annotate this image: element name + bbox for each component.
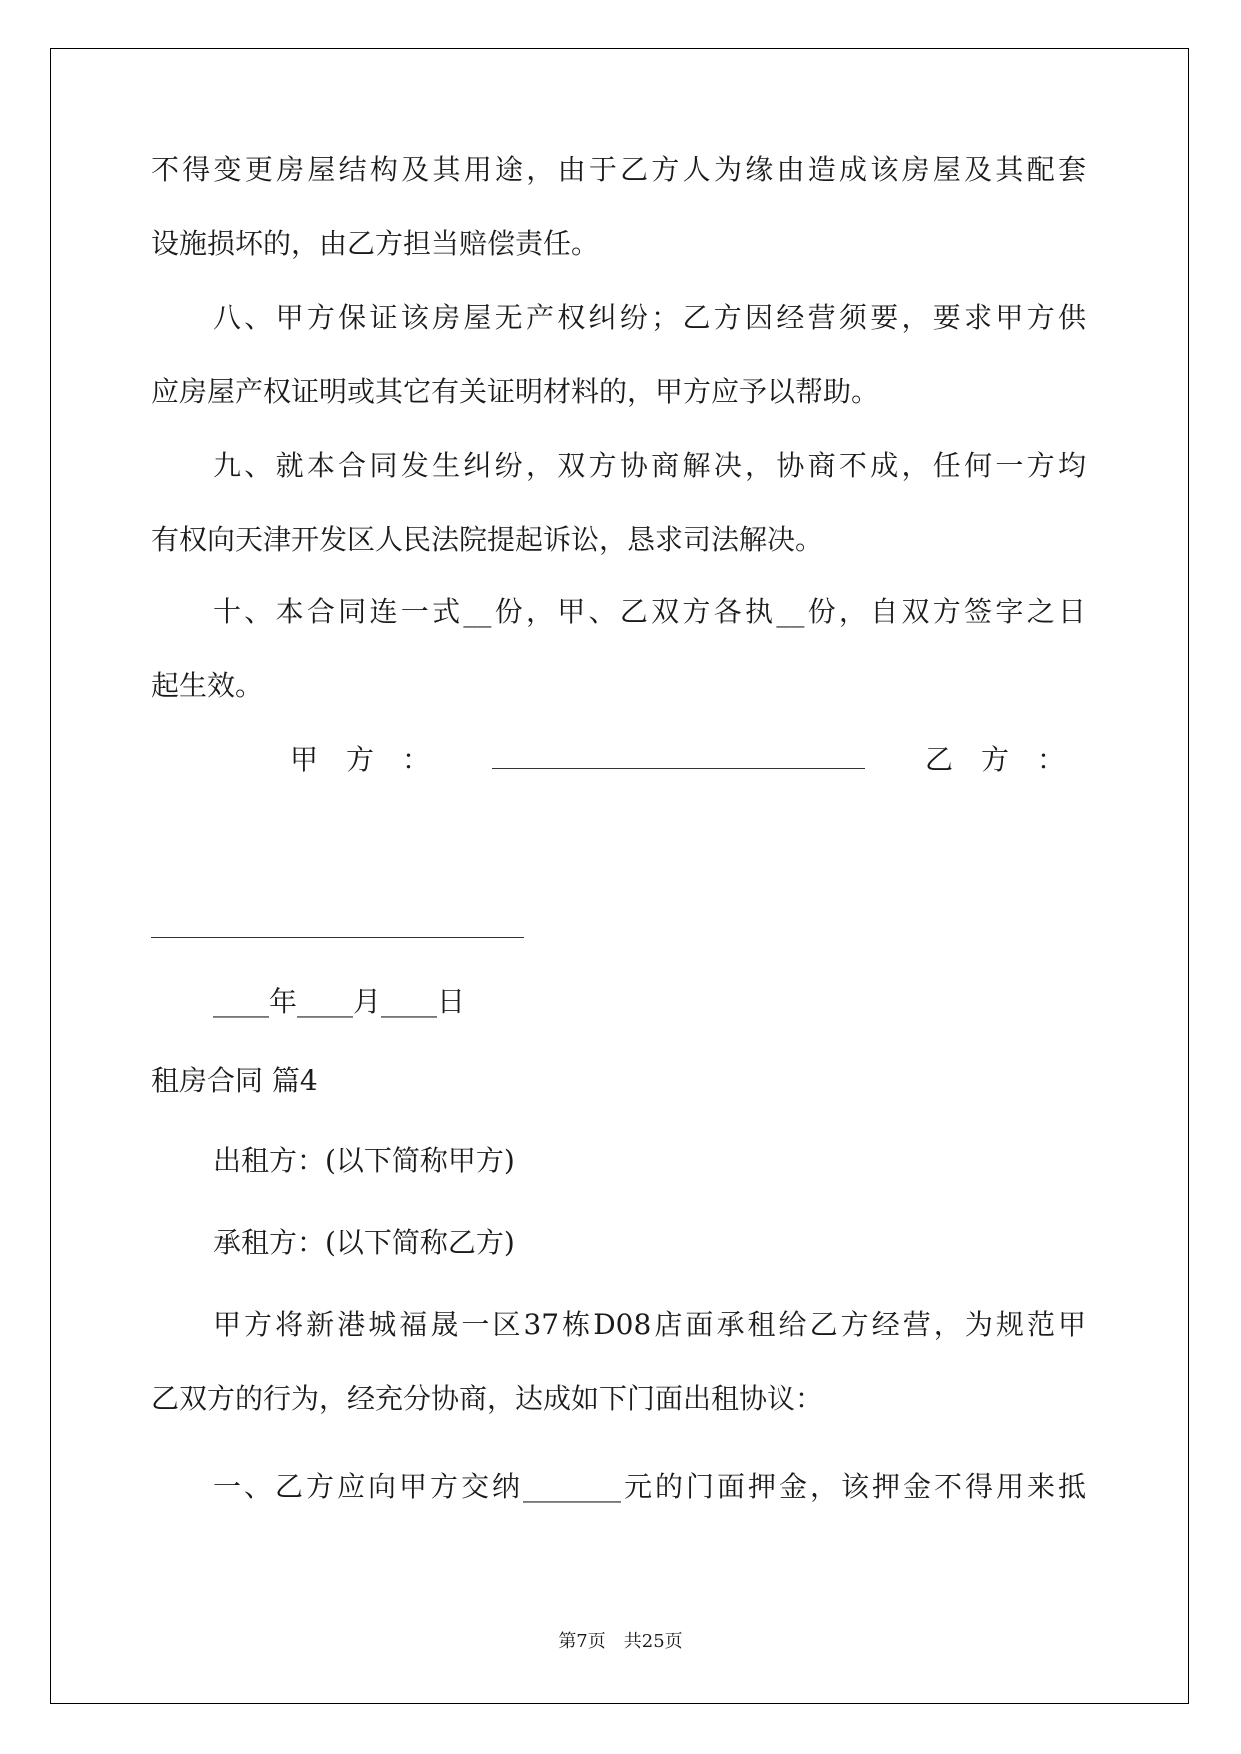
party-a-label: 甲 方 ： bbox=[290, 743, 431, 776]
page-footer: 第7页 共25页 bbox=[558, 1631, 683, 1652]
intro-line-2: 乙双方的行为，经充分协商，达成如下门面出租协议： bbox=[151, 1382, 824, 1415]
section-title: 租房合同 篇4 bbox=[151, 1064, 318, 1097]
page-border bbox=[50, 48, 1189, 1704]
date-line: ____年____月____日 bbox=[213, 985, 466, 1018]
clause-10-line-1: 十、本合同连一式__份，甲、乙双方各执__份，自双方签字之日 bbox=[213, 595, 1086, 628]
intro-line-1: 甲方将新港城福晟一区37栋D08店面承租给乙方经营，为规范甲 bbox=[213, 1308, 1086, 1341]
clause-8-line-2: 应房屋产权证明或其它有关证明材料的，甲方应予以帮助。 bbox=[151, 375, 880, 408]
clause-10-line-2: 起生效。 bbox=[151, 669, 264, 702]
party-b-label: 乙 方 ： bbox=[925, 743, 1066, 776]
clause-8-line-1: 八、甲方保证该房屋无产权纠纷；乙方因经营须要，要求甲方供 bbox=[213, 301, 1086, 334]
clause-9-line-2: 有权向天津开发区人民法院提起诉讼，恳求司法解决。 bbox=[151, 523, 824, 556]
clause-1-line-1: 一、乙方应向甲方交纳_______元的门面押金，该押金不得用来抵 bbox=[213, 1470, 1086, 1503]
clause-9-line-1: 九、就本合同发生纠纷，双方协商解决，协商不成，任何一方均 bbox=[213, 449, 1086, 482]
lessor-line: 出租方：(以下简称甲方) bbox=[213, 1144, 515, 1177]
paragraph-7-continued-line-2: 设施损坏的，由乙方担当赔偿责任。 bbox=[151, 227, 600, 260]
party-b-signature-line bbox=[151, 937, 524, 938]
lessee-line: 承租方：(以下简称乙方) bbox=[213, 1226, 515, 1259]
paragraph-7-continued-line-1: 不得变更房屋结构及其用途，由于乙方人为缘由造成该房屋及其配套 bbox=[151, 153, 1086, 186]
party-a-signature-line bbox=[492, 768, 865, 769]
